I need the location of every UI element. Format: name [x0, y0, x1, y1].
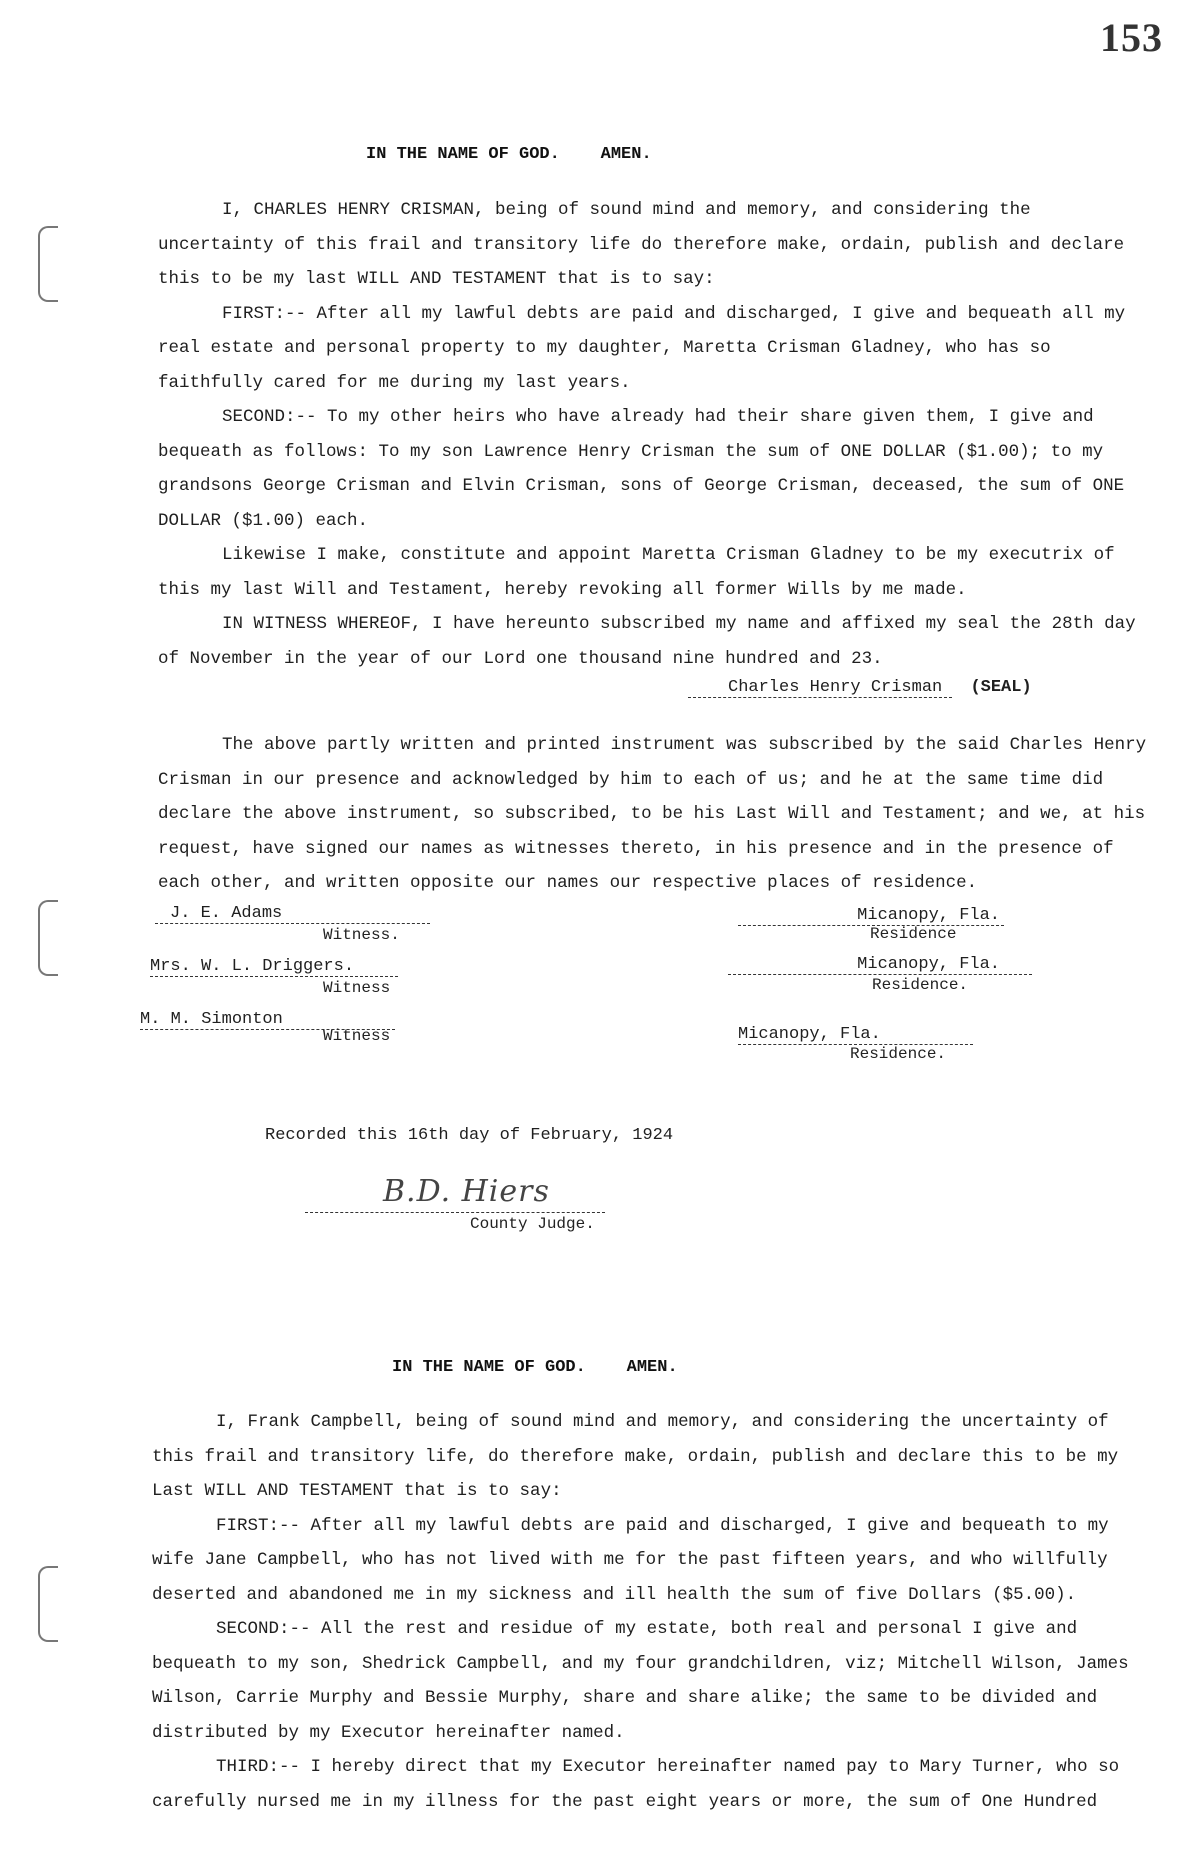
will1-intro-paragraph: I, CHARLES HENRY CRISMAN, being of sound mind and memory, and considering the uncertainty of this frail and transitory life do therefore make, ordain, publish and declare this to be my last WILL AND TESTAMENT that is to say:	[158, 200, 1125, 289]
binder-punch-mark	[38, 900, 58, 976]
binder-punch-mark	[38, 226, 58, 302]
binder-punch-mark	[38, 1566, 58, 1642]
will2-intro-paragraph: I, Frank Campbell, being of sound mind and memory, and considering the uncertainty of this frail and transitory life, do therefore make, ordain, publish and declare this to be my Last WILL AND TESTAMENT that is to say:	[152, 1412, 1119, 1501]
will1-executrix-clause: Likewise I make, constitute and appoint Maretta Crisman Gladney to be my executrix of this my last Will and Testament, hereby revoking all former Wills by me made.	[158, 545, 1115, 600]
recorded-statement: Recorded this 16th day of February, 1924	[265, 1126, 674, 1145]
judge-signature: B.D. Hiers	[383, 1174, 550, 1209]
witness-2-residence: Micanopy, Fla.	[728, 955, 1032, 975]
witness-2-residence-label: Residence.	[872, 976, 969, 994]
will2-second-clause: SECOND:-- All the rest and residue of my estate, both real and personal I give and bequeath to my son, Shedrick Campbell, and my four grandchildren, viz; Mitchell Wilson, James Wilson, Carrie Murphy and Bessie Murphy, share and share alike; the same to be divided and distributed by my Executor hereinafter named.	[152, 1619, 1129, 1743]
witness-2-label: Witness	[323, 979, 391, 997]
will1-second-clause: SECOND:-- To my other heirs who have already had their share given them, I give and bequeath as follows: To my son Lawrence Henry Crisman the sum of ONE DOLLAR ($1.00); to my grandsons George Crisman and Elvin Crisman, sons of George Crisman, deceased, the sum of ONE DOLLAR ($1.00) each.	[158, 407, 1125, 531]
will1-heading: IN THE NAME OF GOD. AMEN.	[366, 145, 652, 164]
witness-2-signature: Mrs. W. L. Driggers.	[150, 957, 398, 977]
witness-1-label: Witness.	[323, 926, 400, 944]
will2-third-clause: THIRD:-- I hereby direct that my Executor hereinafter named pay to Mary Turner, who so carefully nursed me in my illness for the past eight years or more, the sum of One Hundred	[152, 1757, 1120, 1812]
will2-body	[152, 1405, 1142, 1819]
page-number: 153	[1100, 15, 1163, 60]
judge-title: County Judge.	[470, 1215, 595, 1233]
witness-1-residence: Micanopy, Fla.	[738, 906, 1004, 926]
testator-signature-block	[688, 678, 1032, 698]
witness-1-residence-label: Residence	[870, 925, 957, 943]
will1-body	[158, 193, 1148, 676]
will2-first-clause: FIRST:-- After all my lawful debts are paid and discharged, I give and bequeath to my wife Jane Campbell, who has not lived with me for the past fifteen years, and who willfully deserted and abandoned me in my sickness and ill health the sum of five Dollars ($5.00).	[152, 1515, 1109, 1605]
witness-3-label: Witness	[323, 1027, 391, 1045]
will2-heading: IN THE NAME OF GOD. AMEN.	[392, 1358, 678, 1377]
testator-signature: Charles Henry Crisman	[688, 678, 952, 698]
will1-witness-whereof-clause: IN WITNESS WHEREOF, I have hereunto subscribed my name and affixed my seal the 28th day of November in the year of our Lord one thousand nine hundred and 23.	[158, 614, 1136, 669]
seal-label: (SEAL)	[970, 678, 1032, 697]
will1-first-clause: FIRST:-- After all my lawful debts are paid and discharged, I give and bequeath all my real estate and personal property to my daughter, Maretta Crisman Gladney, who has so faithfully cared for me during my last years.	[158, 303, 1126, 393]
attestation-paragraph: The above partly written and printed instrument was subscribed by the said Charles Henry Crisman in our presence and acknowledged by him to each of us; and he at the same time did declare the above instrument, so subscribed, to be his Last Will and Testament; and we, at his request, have signed our names as witnesses thereto, in his presence and in the presence of each other, and written opposite our names our respective places of residence.	[158, 735, 1147, 893]
attestation-clause	[158, 728, 1148, 901]
witness-3-residence: Micanopy, Fla.	[738, 1025, 973, 1045]
witness-3-signature: M. M. Simonton	[140, 1010, 395, 1030]
witness-3-residence-label: Residence.	[850, 1045, 947, 1063]
witness-1-signature: J. E. Adams	[155, 904, 430, 924]
